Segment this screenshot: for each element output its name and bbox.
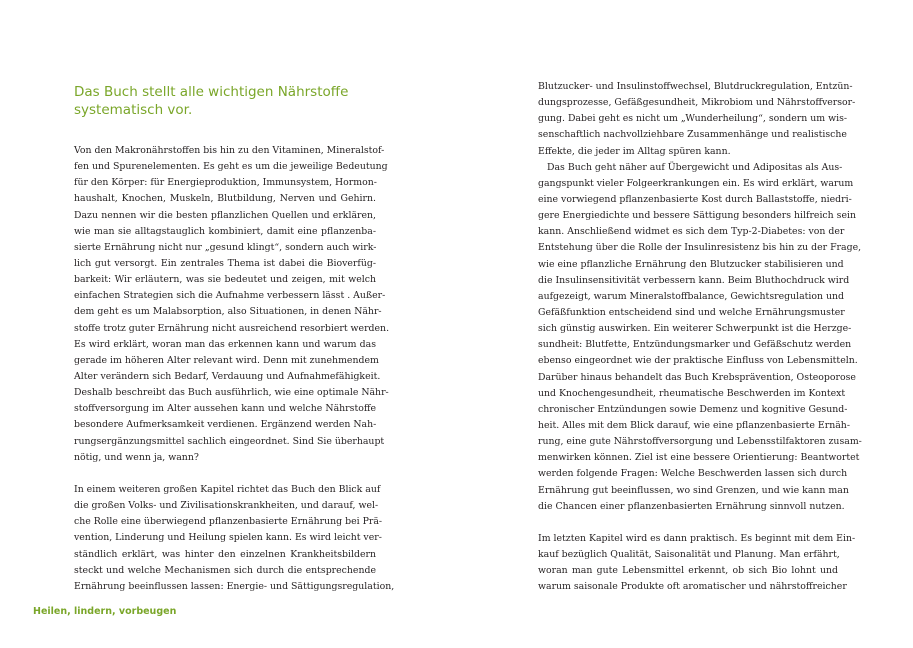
text-line: In einem weiteren großen Kapitel richtet das Buch den Blick auf (74, 483, 381, 495)
text-line: Effekte, die jeder im Alltag spüren kann. (538, 145, 731, 157)
text-line: woran man gute Lebensmittel erkennt, ob sich Bio lohnt und (538, 565, 838, 577)
text-line: Blutzucker- und Insulinstoffwechsel, Blutdruckregulation, Entzün- (538, 81, 853, 92)
text-line: ebenso eingeordnet wie der praktische Einfluss von Lebensmitteln. (538, 355, 858, 367)
text-line: einfachen Strategien sich die Aufnahme verbessern lässt . Außer- (74, 290, 386, 302)
text-line: stoffe trotz guter Ernährung nicht ausreichend resorbiert werden. (74, 322, 390, 334)
text-line: fen und Spurenelementen. Es geht es um die jeweilige Bedeutung (74, 161, 388, 173)
paragraph-spacer (74, 466, 376, 482)
text-line: und Knochengesundheit, rheumatische Beschwerden im Kontext (538, 387, 846, 399)
text-line: Dazu nennen wir die besten pflanzlichen Quellen und erklären, (74, 209, 376, 221)
text-line: Gefäßfunktion entscheidend sind und welche Ernährungsmuster (538, 306, 845, 318)
text-line: Alter verändern sich Bedarf, Verdauung und Aufnahmefähigkeit. (74, 370, 381, 382)
paragraph (74, 143, 390, 466)
text-line: Von den Makronährstoffen bis hin zu den Vitaminen, Mineralstof- (74, 145, 385, 156)
text-line: die großen Volks- und Zivilisationskrankheiten, und darauf, wel- (74, 500, 379, 512)
heading-line: systematisch vor. (74, 102, 193, 118)
text-line: ständlich erklärt, was hinter den einzelnen Krankheitsbildern (74, 548, 376, 560)
paragraph (538, 79, 856, 160)
text-line: dem geht es um Malabsorption, also Situationen, in denen Nähr- (74, 306, 382, 318)
text-line: kauf bezüglich Qualität, Saisonalität und Planung. Man erfährt, (538, 549, 840, 561)
paragraph (538, 531, 856, 596)
text-line: warum saisonale Produkte oft aromatischer und nährstoffreicher (538, 581, 847, 593)
text-line: die Insulinsensitivität verbessern kann. Beim Bluthochdruck wird (538, 274, 850, 286)
text-line: Deshalb beschreibt das Buch ausführlich, wie eine optimale Nähr- (74, 387, 389, 399)
text-line: chronischer Entzündungen sowie Demenz und kognitive Gesund- (538, 403, 848, 415)
left-text-column (74, 143, 395, 595)
text-line: Ernährung gut beeinflussen, wo sind Grenzen, und wie kann man (538, 484, 849, 496)
text-line: che Rolle eine überwiegend pflanzenbasierte Ernährung bei Prä- (74, 516, 383, 528)
text-line: besondere Aufmerksamkeit verdienen. Ergänzend werden Nah- (74, 419, 377, 431)
text-line: Im letzten Kapitel wird es dann praktisch. Es beginnt mit dem Ein- (538, 532, 856, 544)
text-line: Es wird erklärt, woran man das erkennen kann und warum das (74, 338, 376, 350)
right-text-column (538, 79, 862, 596)
paragraph (538, 160, 862, 515)
text-line: sierte Ernährung nicht nur „gesund klingt“, sondern auch wirk- (74, 241, 377, 253)
text-line: dungsprozesse, Gefäßgesundheit, Mikrobiom und Nährstoffversor- (538, 97, 856, 109)
text-line: aufgezeigt, warum Mineralstoffbalance, Gewichtsregulation und (538, 290, 845, 302)
text-line: nötig, und wenn ja, wann? (74, 451, 199, 463)
text-line: Das Buch geht näher auf Übergewicht und Adipositas als Aus- (547, 161, 843, 173)
text-line: gerade im höheren Alter relevant wird. Denn mit zunehmendem (74, 354, 379, 366)
text-line: rung, eine gute Nährstoffversorgung und Lebensstilfaktoren zusam- (538, 436, 862, 448)
text-line: gere Energiedichte und bessere Sättigung besonders hilfreich sein (538, 210, 856, 222)
heading-line: Das Buch stellt alle wichtigen Nährstoffe (74, 84, 349, 100)
text-line: lich gut versorgt. Ein zentrales Thema ist dabei die Bioverfüg- (74, 257, 376, 269)
text-line: eine vorwiegend pflanzenbasierte Kost durch Ballaststoffe, niedri- (538, 193, 852, 205)
text-line: Darüber hinaus behandelt das Buch Krebsprävention, Osteoporose (538, 371, 856, 383)
text-line: haushalt, Knochen, Muskeln, Blutbildung, Nerven und Gehirn. (74, 193, 376, 205)
text-line: menwirken können. Ziel ist eine bessere Orientierung: Beantwortet (538, 452, 860, 464)
text-line: kann. Anschließend widmet es sich dem Typ-2-Diabetes: von der (538, 226, 845, 238)
text-line: heit. Alles mit dem Blick darauf, wie eine pflanzenbasierte Ernäh- (538, 419, 850, 431)
running-footer: Heilen, lindern, vorbeugen (33, 606, 177, 617)
text-line: vention, Linderung und Heilung spielen kann. Es wird leicht ver- (74, 532, 382, 544)
text-line: stoffversorgung im Alter aussehen kann und welche Nährstoffe (74, 403, 376, 415)
text-line: Entstehung über die Rolle der Insulinresistenz bis hin zu der Frage, (538, 242, 862, 254)
text-line: gung. Dabei geht es nicht um „Wunderheilung“, sondern um wis- (538, 113, 848, 125)
text-line: die Chancen einer pflanzenbasierten Ernährung sinnvoll nutzen. (538, 500, 845, 512)
text-line: Ernährung beeinflussen lassen: Energie- und Sättigungsregulation, (74, 580, 395, 592)
text-line: gangspunkt vieler Folgeerkrankungen ein. Es wird erklärt, warum (538, 177, 854, 189)
text-line: rungsergänzungsmittel sachlich eingeordnet. Sind Sie überhaupt (74, 435, 385, 447)
text-line: sich günstig auswirken. Ein weiterer Schwerpunkt ist die Herzge- (538, 323, 852, 335)
text-line: werden folgende Fragen: Welche Beschwerden lassen sich durch (538, 468, 848, 480)
text-line: sundheit: Blutfette, Entzündungsmarker und Gefäßschutz werden (538, 339, 852, 351)
text-line: barkeit: Wir erläutern, was sie bedeutet und zeigen, mit welch (74, 274, 376, 286)
text-line: wie eine pflanzliche Ernährung den Blutzucker stabilisieren und (538, 258, 844, 270)
paragraph-spacer (538, 515, 838, 531)
section-heading (74, 83, 374, 119)
paragraph (74, 482, 395, 595)
text-line: senschaftlich nachvollziehbare Zusammenhänge und realistische (538, 129, 847, 141)
text-line: wie man sie alltagstauglich kombiniert, damit eine pflanzenba- (74, 225, 376, 237)
text-line: steckt und welche Mechanismen sich durch die entsprechende (74, 564, 376, 576)
text-line: für den Körper: für Energieproduktion, Immunsystem, Hormon- (74, 177, 377, 189)
